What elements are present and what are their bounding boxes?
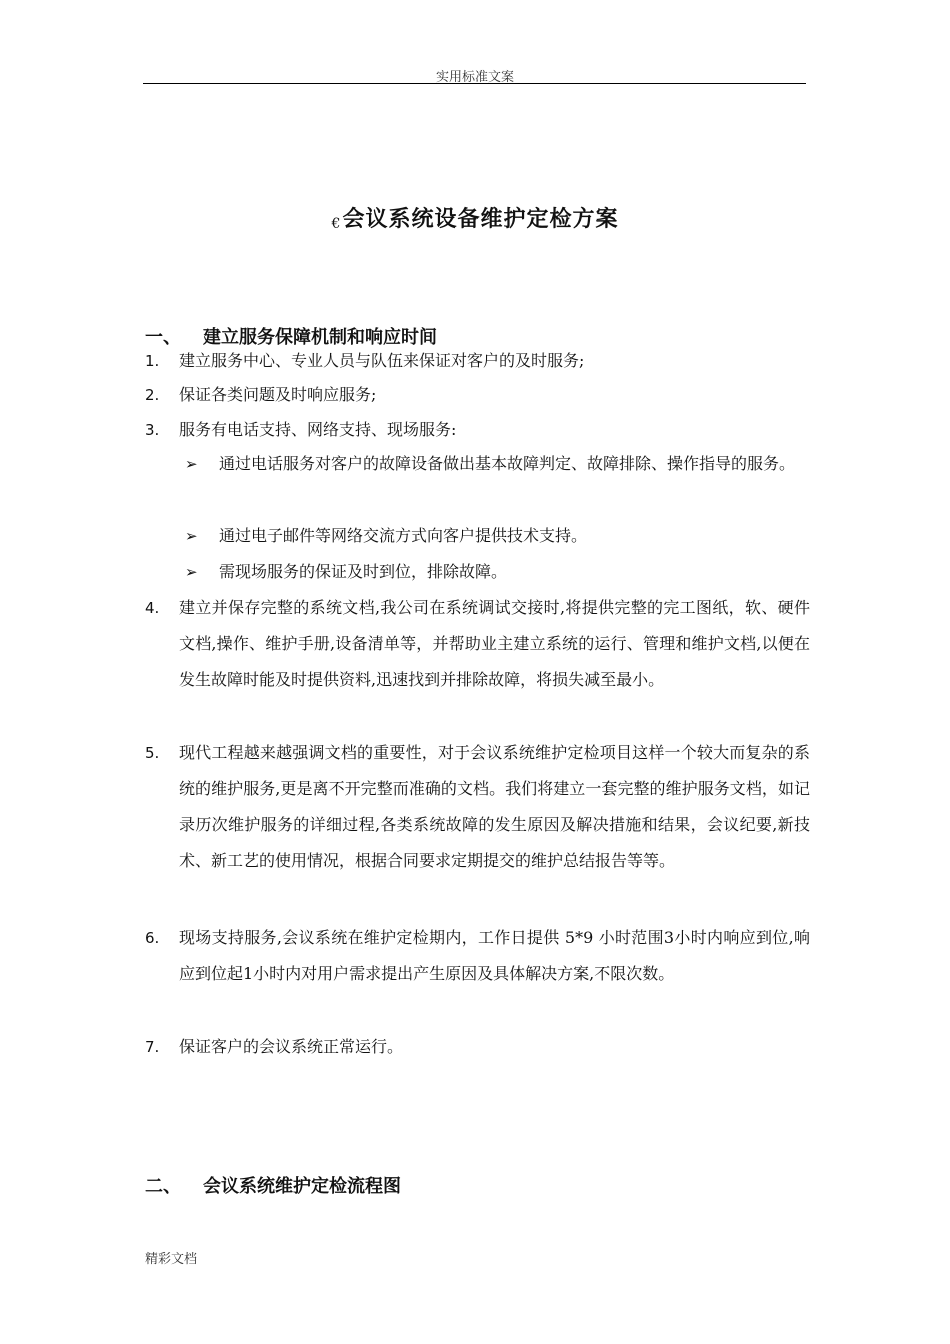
section-1-number: 一、 <box>145 327 181 348</box>
arrow-bullet-icon: ➢ <box>185 527 198 545</box>
sub-list-item: ➢ 通过电子邮件等网络交流方式向客户提供技术支持。 <box>185 518 810 554</box>
section-2-heading <box>145 1172 401 1198</box>
list-item: 1. 建立服务中心、专业人员与队伍来保证对客户的及时服务; <box>145 351 585 370</box>
section-2-title: 会议系统维护定检流程图 <box>203 1176 401 1197</box>
list-item: 4. 建立并保存完整的系统文档,我公司在系统调试交接时,将提供完整的完工图纸，软、硬件文档,操作、维护手册,设备清单等，并帮助业主建立系统的运行、管理和维护文档,以便在发生故障时能及时提供资料,迅速找到并排除故障，将损失减至最小。 <box>145 598 810 689</box>
document-title <box>0 202 950 233</box>
sub-list-item: ➢ 通过电话服务对客户的故障设备做出基本故障判定、故障排除、操作指导的服务。 <box>185 446 810 482</box>
list-item: 5. 现代工程越来越强调文档的重要性，对于会议系统维护定检项目这样一个较大而复杂的系统的维护服务,更是离不开完整而准确的文档。我们将建立一套完整的维护服务文档，如记录历次维护服务的详细过程,各类系统故障的发生原因及解决措施和结果，会议纪要,新技术、新工艺的使用情况，根据合同要求定期提交的维护总结报告等等。 <box>145 743 810 870</box>
list-item: 7. 保证客户的会议系统正常运行。 <box>145 1037 404 1056</box>
page-footer: 精彩文档 <box>145 1252 198 1267</box>
header-divider <box>143 83 806 84</box>
title-mark: € <box>331 216 342 232</box>
list-item: 6. 现场支持服务,会议系统在维护定检期内，工作日提供 5*9 小时范围3小时内响应到位,响应到位起1小时内对用户需求提出产生原因及具体解决方案,不限次数。 <box>145 928 810 983</box>
title-text: 会议系统设备维护定检方案 <box>342 206 619 232</box>
list-item: 3. 服务有电话支持、网络支持、现场服务: <box>145 420 457 439</box>
arrow-bullet-icon: ➢ <box>185 455 198 473</box>
page-header: 实用标准文案 <box>435 70 514 85</box>
list-item: 2. 保证各类问题及时响应服务; <box>145 385 377 404</box>
section-2-number: 二、 <box>145 1176 181 1197</box>
section-1-title: 建立服务保障机制和响应时间 <box>203 327 437 348</box>
arrow-bullet-icon: ➢ <box>185 563 198 581</box>
sub-list-item: ➢ 需现场服务的保证及时到位，排除故障。 <box>185 554 810 590</box>
